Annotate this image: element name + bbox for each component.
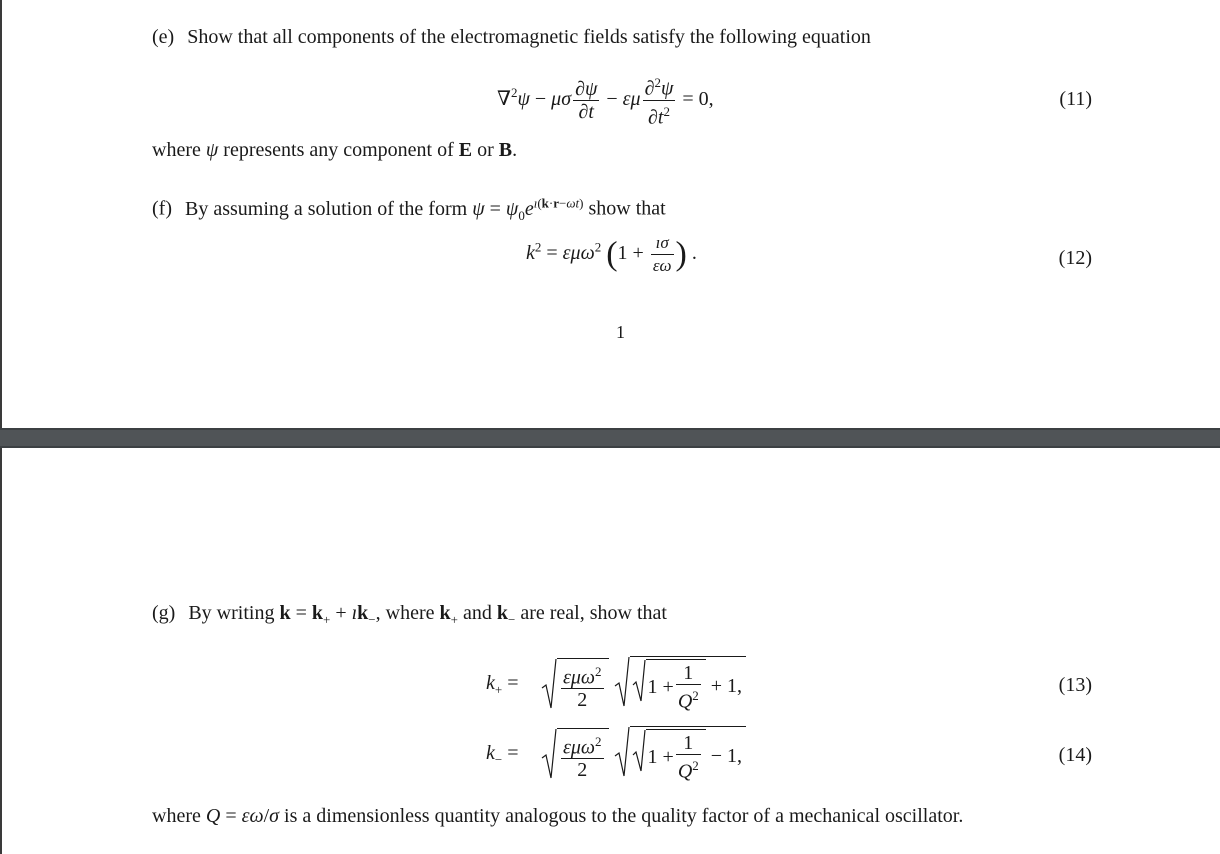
part-g-k-decomposition: $k = k_+$ + $ık_-$ [279, 602, 376, 627]
period: . [512, 139, 518, 161]
and-word: and [462, 602, 492, 624]
part-g-heading [152, 601, 667, 632]
psi-symbol: ψ [205, 139, 219, 161]
where-middle: represents any component of [223, 139, 454, 161]
sqrt-outer-14: $\frac{\varepsilon\mu\omega^2}{2}$ [541, 728, 609, 782]
page-number: 1 [616, 322, 625, 342]
where-word-g: where [152, 805, 201, 827]
part-e-label: (e) [152, 26, 175, 48]
page-separator [0, 428, 1220, 448]
part-g-where-suffix: is a dimensionless quantity analogous to the quality factor of a mechanical oscillator. [284, 805, 964, 827]
equation-number-12: (12) [1058, 247, 1092, 269]
sqrt-middle-13: 1 + $\frac{1}{Q^2}$ + 1, [614, 656, 747, 713]
equation-14: $k_-$ = $\frac{\varepsilon\mu\omega^2}{2}$ 1 + $\frac{1}{Q^2}$ − 1, [486, 726, 746, 783]
sqrt-outer-13: $\frac{\varepsilon\mu\omega^2}{2}$ [541, 658, 609, 712]
part-g-label: (g) [152, 602, 176, 624]
part-f-text-before: By assuming a solution of the form [184, 197, 468, 220]
where-word: where [152, 139, 201, 161]
or-word: or [477, 139, 494, 161]
B-symbol: B [498, 139, 513, 161]
part-g-text-before: By writing [188, 602, 275, 624]
equation-11: ∇$^2$ψ − μσ $\frac{\partial\psi}{\partial t}$ − εμ $\frac{\partial^2\psi}{\partial t^2}$ = 0, [497, 72, 714, 128]
sqrt-inner-14: 1 + $\frac{1}{Q^2}$ [632, 729, 706, 783]
part-g-text-after: are real, show that [520, 602, 667, 624]
part-e-text: Show that all components of the electromagnetic fields satisfy the following equation [187, 26, 871, 48]
part-g-where-line [152, 804, 963, 828]
equation-12: $k^2 = \varepsilon\mu\omega^2$ (1 + $\frac{ı\sigma}{\varepsilon\omega}$ ) . [526, 233, 697, 275]
equation-number-14: (14) [1058, 744, 1092, 766]
part-g-text-middle: , where [375, 602, 435, 624]
E-symbol: E [458, 139, 473, 161]
part-f-solution-form: $\psi = \psi_0e^{ı(k\cdot r-\omega t)}$ [472, 195, 584, 223]
part-f-text-after: show that [588, 197, 666, 220]
k-minus-symbol: $k_-$ [496, 602, 516, 627]
part-f-heading [152, 191, 666, 228]
sqrt-inner-13: 1 + $\frac{1}{Q^2}$ [632, 659, 706, 713]
k-plus-symbol: $k_+$ [439, 602, 458, 627]
document-page-2 [0, 448, 1220, 854]
part-f-label: (f) [152, 197, 172, 220]
Q-definition: Q = εω/σ [205, 805, 280, 827]
sqrt-middle-14: 1 + $\frac{1}{Q^2}$ − 1, [614, 726, 747, 783]
equation-13: $k_+$ = $\frac{\varepsilon\mu\omega^2}{2}$ 1 + $\frac{1}{Q^2}$ + 1, [486, 656, 746, 713]
equation-number-11: (11) [1059, 88, 1092, 110]
equation-number-13: (13) [1058, 674, 1092, 696]
part-e-where-line [152, 138, 517, 162]
part-e-heading [152, 25, 871, 49]
